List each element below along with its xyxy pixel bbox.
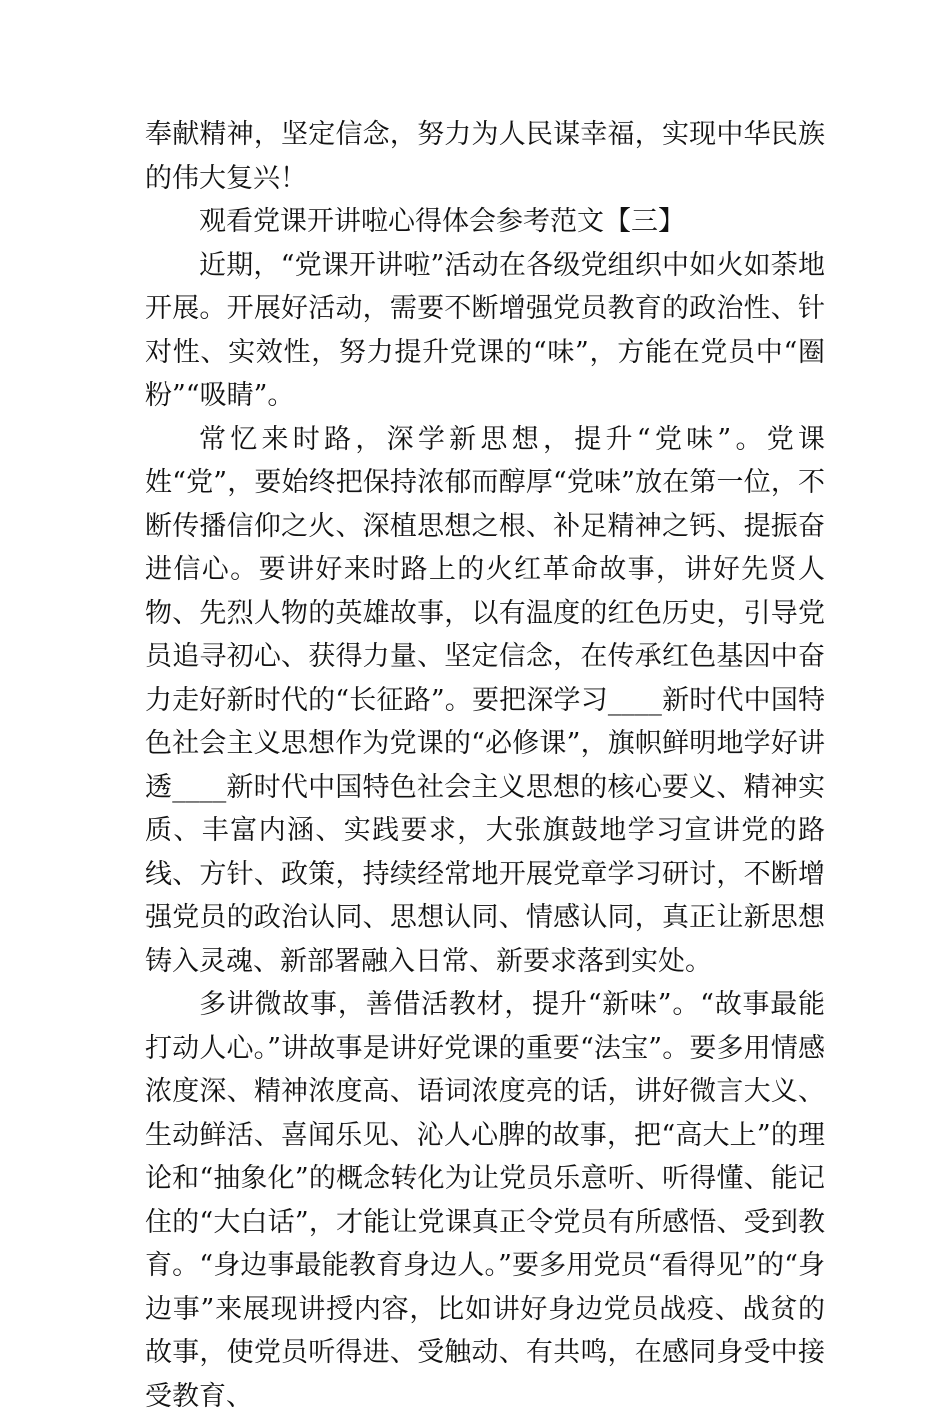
paragraph-continuation: 奉献精神，坚定信念，努力为人民谋幸福，实现中华民族的伟大复兴！ [145,119,825,194]
document-body [145,113,825,1418]
paragraph-party-flavor: 常忆来时路，深学新思想，提升“党味”。党课姓“党”，要始终把保持浓郁而醇厚“党味”放在第一位，不断传播信仰之火、深植思想之根、补足精神之钙、提振奋进信心。要讲好来时路上的火红革命故事，讲好先贤人物、先烈人物的英雄故事，以有温度的红色历史，引导党员追寻初心、获得力量、坚定信念，在传承红色基因中奋力走好新时代的“长征路”。要把深学习____新时代中国特色社会主义思想作为党课的“必修课”，旗帜鲜明地学好讲透____新时代中国特色社会主义思想的核心要义、精神实质、丰富内涵、实践要求，大张旗鼓地学习宣讲党的路线、方针、政策，持续经常地开展党章学习研讨，不断增强党员的政治认同、思想认同、情感认同，真正让新思想铸入灵魂、新部署融入日常、新要求落到实处。 [145,423,825,977]
section-heading: 观看党课开讲啦心得体会参考范文【三】 [199,206,685,237]
paragraph-intro: 近期，“党课开讲啦”活动在各级党组织中如火如荼地开展。开展好活动，需要不断增强党员教育的政治性、针对性、实效性，努力提升党课的“味”，方能在党员中“圈粉”“吸睛”。 [145,249,825,411]
paragraph-new-flavor: 多讲微故事，善借活教材，提升“新味”。“故事最能打动人心。”讲故事是讲好党课的重要“法宝”。要多用情感浓度深、精神浓度高、语词浓度亮的话，讲好微言大义、生动鲜活、喜闻乐见、沁人心脾的故事，把“高大上”的理论和“抽象化”的概念转化为让党员乐意听、听得懂、能记住的“大白话”，才能让党课真正令党员有所感悟、受到教育。“身边事最能教育身边人。”要多用党员“看得见”的“身边事”来展现讲授内容，比如讲好身边党员战疫、战贫的故事，使党员听得进、受触动、有共鸣，在感同身受中接受教育、 [145,989,825,1412]
